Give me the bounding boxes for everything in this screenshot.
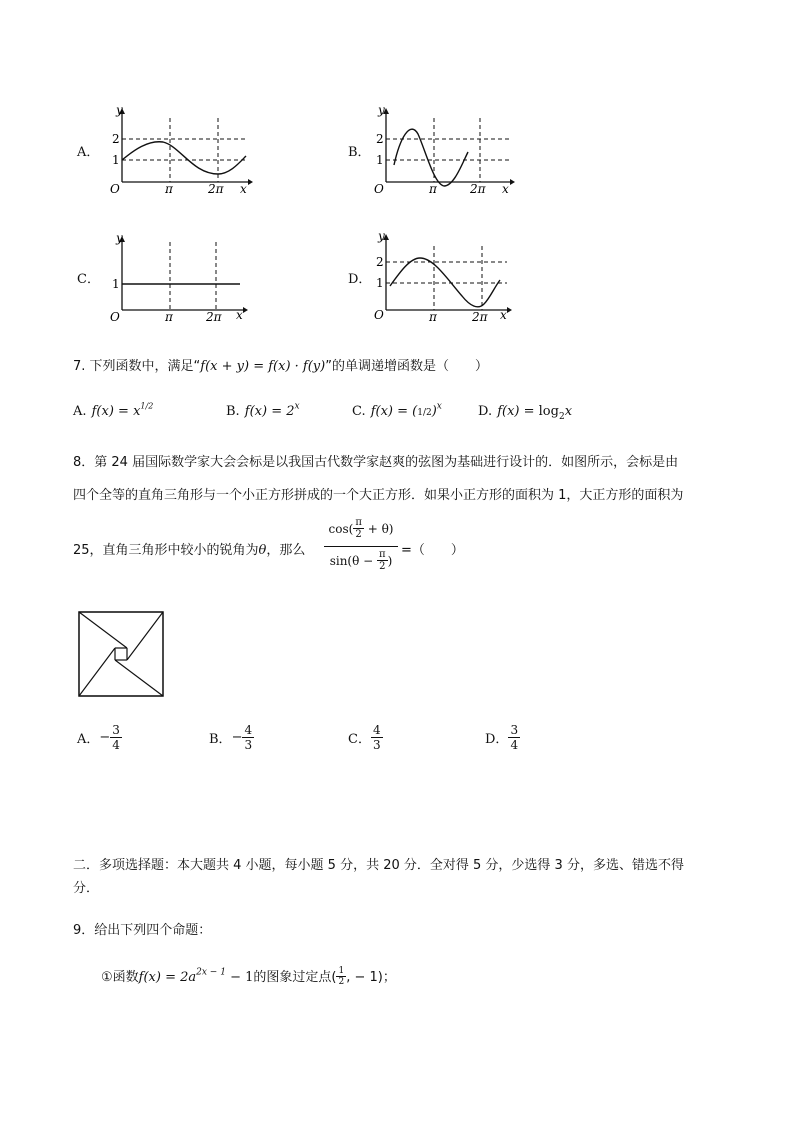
tick-2pi: 2π (206, 310, 222, 323)
tick-pi: π (429, 182, 437, 195)
section-2-heading-line-1: 二．多项选择题：本大题共 4 小题，每小题 5 分，共 20 分．全对得 5 分，少选得 3 分，多选、错选不得 (73, 858, 684, 873)
section-2-heading-line-2: 分． (73, 881, 100, 896)
tick-1: 1 (376, 276, 384, 290)
tick-1: 1 (112, 153, 120, 167)
tick-2pi: 2π (470, 182, 486, 195)
q8-option-a: A．− $\frac{3}{4}$ (77, 723, 120, 752)
q7-option-a: A. $f(x) = x^{1/2}$ (73, 401, 154, 419)
tick-2pi: 2π (472, 310, 488, 323)
graph-b (372, 100, 517, 195)
q8-line-1: 8．第 24 届国际数学家大会会标是以我国古代数学家赵爽的弦图为基础进行设计的．如图所示，会标是由 (73, 455, 679, 470)
y-axis-label: y (116, 103, 123, 117)
y-axis-label: y (116, 231, 123, 245)
x-axis-label: x (502, 182, 509, 195)
y-axis-label: y (378, 229, 385, 243)
q8-equals: =（ ） (401, 543, 464, 558)
graph-d (372, 226, 517, 323)
tick-2: 2 (112, 132, 120, 146)
option-a-label: A． (77, 145, 100, 160)
origin-label: O (374, 182, 384, 195)
tick-2: 2 (376, 255, 384, 269)
tick-pi: π (429, 310, 437, 323)
tick-2: 2 (376, 132, 384, 146)
q7-option-d: D. $f(x) = \log_2x$ (478, 404, 573, 423)
tick-pi: π (165, 182, 173, 195)
q8-fraction-bar (324, 546, 398, 547)
q8-option-d: D． $\frac{3}{4}$ (485, 723, 519, 752)
tick-2pi: 2π (208, 182, 224, 195)
x-axis-label: x (236, 308, 243, 322)
x-axis-label: x (240, 182, 247, 195)
q8-line-3: 25，直角三角形中较小的锐角为θ，那么 (73, 543, 306, 558)
option-c-label: C． (77, 272, 100, 287)
q9-proposition-1: ①函数$f(x) = 2a^{2x - 1} - 1$的图象过定点( $\frac{1}{2}$ , − 1)； (101, 966, 396, 987)
option-b-label: B． (348, 145, 371, 160)
tick-pi: π (165, 310, 173, 323)
origin-label: O (374, 308, 384, 322)
q7-option-c: C. $f(x) = (1/2)^x$ (352, 401, 442, 419)
origin-label: O (110, 182, 120, 195)
option-d-label: D． (348, 272, 372, 287)
x-axis-label: x (500, 308, 507, 322)
q7-option-b: B. $f(x) = 2^x$ (226, 401, 300, 419)
y-axis-label: y (378, 103, 385, 117)
tick-1: 1 (376, 153, 384, 167)
q8-expression-denominator: sin(θ − $\frac{\pi}{2}$ ) (329, 549, 393, 572)
q7-stem: 7. 下列函数中，满足“f(x + y) = f(x) · f(y)”的单调递增函数是（ ） (73, 359, 488, 374)
q8-option-c: C． $\frac{4}{3}$ (348, 723, 381, 752)
q8-expression-numerator: cos( $\frac{\pi}{2}$ + θ) (328, 517, 394, 540)
graph-a (108, 100, 253, 195)
tick-1: 1 (112, 277, 120, 291)
origin-label: O (110, 310, 120, 323)
q8-option-b: B．− $\frac{4}{3}$ (209, 723, 253, 752)
q8-line-2: 四个全等的直角三角形与一个小正方形拼成的一个大正方形．如果小正方形的面积为 1，大正方形的面积为 (73, 488, 684, 503)
graph-c (108, 228, 253, 323)
chord-diagram (78, 611, 166, 699)
q9-stem: 9．给出下列四个命题： (73, 923, 212, 938)
